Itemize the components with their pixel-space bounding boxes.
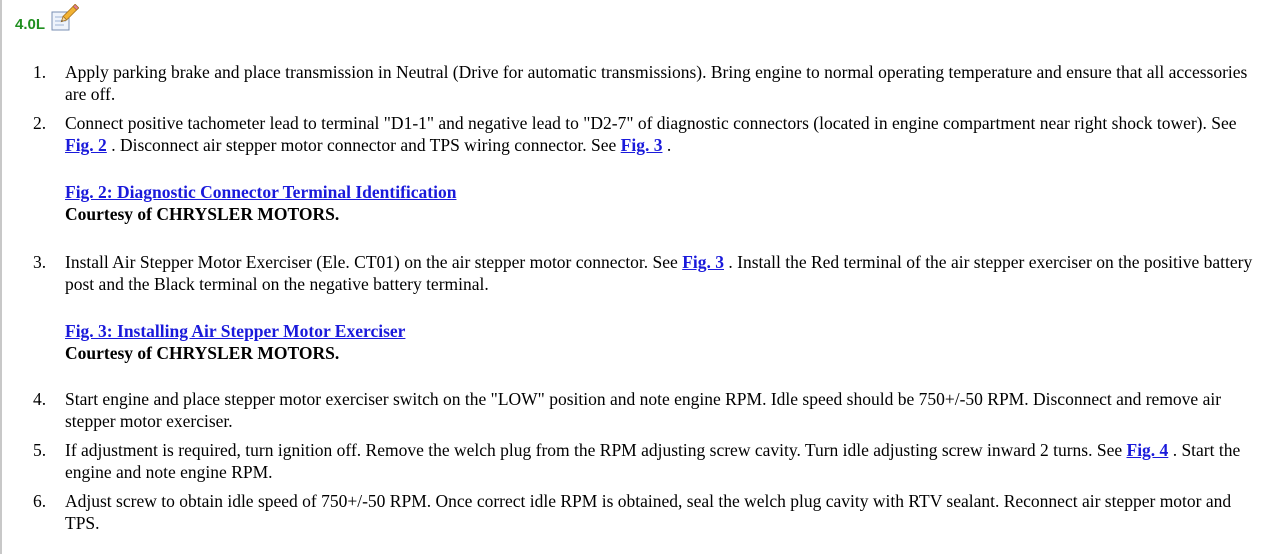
step-text-part: . Start the engine and note engine RPM. bbox=[65, 440, 1241, 482]
step-number: 1. bbox=[33, 62, 47, 82]
step-text-part: . bbox=[662, 135, 672, 155]
section-header bbox=[15, 4, 79, 34]
step-text-part: . Disconnect air stepper motor connector and TPS wiring connector. See bbox=[106, 135, 621, 155]
step-number: 5. bbox=[33, 440, 47, 460]
step-text-part: Connect positive tachometer lead to terminal "D1-1" and negative lead to "D2-7" of diagnostic connectors (located in engine compartment near right shock tower). See bbox=[65, 113, 1237, 133]
step-text: Adjust screw to obtain idle speed of 750+/-50 RPM. Once correct idle RPM is obtained, seal the welch plug cavity with RTV sealant. Reconnect air stepper motor and TPS. bbox=[65, 491, 1232, 533]
step-text: Start engine and place stepper motor exerciser switch on the "LOW" position and note engine RPM. Idle speed should be 750+/-50 RPM. Disconnect and remove air stepper motor exerciser. bbox=[65, 389, 1222, 431]
step-text-part: . Install the Red terminal of the air stepper exerciser on the positive battery post and the Black terminal on the negative battery terminal. bbox=[65, 252, 1253, 294]
fig-3-link[interactable]: Fig. 3 bbox=[620, 135, 663, 155]
edit-note-icon-graphic bbox=[49, 4, 79, 34]
fig-3-link[interactable]: Fig. 3 bbox=[682, 252, 724, 272]
step-number: 4. bbox=[33, 389, 47, 409]
section-title: 4.0L bbox=[15, 16, 46, 33]
figure-courtesy: Courtesy of CHRYSLER MOTORS. bbox=[65, 204, 340, 224]
fig-3-title-link[interactable]: Fig. 3: Installing Air Stepper Motor Exerciser bbox=[65, 321, 406, 341]
step-text-part: If adjustment is required, turn ignition off. Remove the welch plug from the RPM adjusting screw cavity. Turn idle adjusting screw inward 2 turns. See bbox=[65, 440, 1127, 460]
step-text bbox=[65, 112, 1255, 156]
step-number: 2. bbox=[33, 113, 47, 133]
figure-courtesy: Courtesy of CHRYSLER MOTORS. bbox=[65, 343, 340, 363]
left-border bbox=[0, 0, 2, 554]
figure-caption bbox=[65, 181, 1165, 225]
step-text bbox=[65, 251, 1255, 295]
figure-caption bbox=[65, 320, 1165, 364]
step-text-part: Install Air Stepper Motor Exerciser (Ele. CT01) on the air stepper motor connector. See bbox=[65, 252, 683, 272]
edit-note-icon[interactable] bbox=[49, 4, 79, 34]
step-text bbox=[65, 439, 1255, 483]
step-number: 3. bbox=[33, 252, 47, 272]
fig-2-title-link[interactable]: Fig. 2: Diagnostic Connector Terminal Identification bbox=[65, 182, 457, 202]
fig-2-link[interactable]: Fig. 2 bbox=[65, 135, 107, 155]
fig-4-link[interactable]: Fig. 4 bbox=[1126, 440, 1169, 460]
step-number: 6. bbox=[33, 491, 47, 511]
step-text: Apply parking brake and place transmission in Neutral (Drive for automatic transmissions). Bring engine to normal operating temperature and ensure that all accessories are off. bbox=[65, 62, 1248, 104]
